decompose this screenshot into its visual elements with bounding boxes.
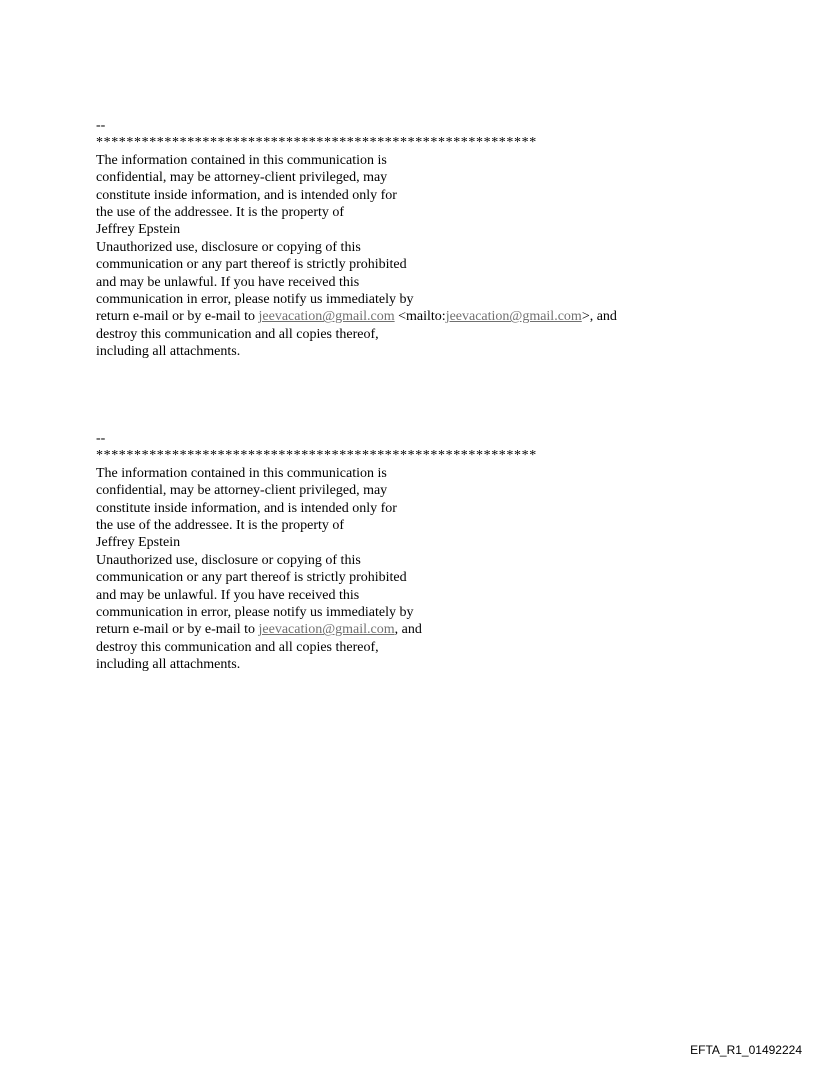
email-line-suffix: , and [394,622,422,638]
mailto-open: <mailto: [394,309,446,325]
notice-line: constitute inside information, and is intended only for [96,187,397,203]
notice-line: the use of the addressee. It is the property of [96,205,345,221]
notice-line: Unauthorized use, disclosure or copying of this [96,552,361,568]
notice-line: Unauthorized use, disclosure or copying of this [96,239,361,255]
notice-line: communication in error, please notify us immediately by [96,292,414,308]
email-line [96,308,796,325]
notice-line: the use of the addressee. It is the property of [96,518,345,534]
notice-line: destroy this communication and all copies thereof, [96,639,379,655]
notice-line: Jeffrey Epstein [96,535,181,551]
email-line-prefix: return e-mail or by e-mail to [96,309,259,325]
notice-line: The information contained in this communication is [96,152,387,168]
notice-line: communication or any part thereof is strictly prohibited [96,257,407,273]
asterisk-divider: ********************************************************** [96,448,537,464]
email-line-suffix: >, and [581,309,617,325]
confidentiality-notice-2 [96,430,796,674]
notice-line: confidential, may be attorney-client privileged, may [96,483,388,499]
notice-line: and may be unlawful. If you have received this [96,587,360,603]
email-link[interactable]: jeevacation@gmail.com [258,622,395,638]
email-link[interactable]: jeevacation@gmail.com [258,309,395,325]
signature-separator: -- [96,431,106,446]
notice-line: destroy this communication and all copies thereof, [96,326,379,342]
mailto-email-link[interactable]: jeevacation@gmail.com [445,309,582,325]
notice-line: constitute inside information, and is intended only for [96,500,397,516]
email-line-prefix: return e-mail or by e-mail to [96,622,259,638]
notice-line: including all attachments. [96,344,241,360]
email-line [96,621,796,638]
notice-line: communication or any part thereof is strictly prohibited [96,570,407,586]
notice-line: Jeffrey Epstein [96,222,181,238]
asterisk-divider: ********************************************************** [96,135,537,151]
notice-line: The information contained in this communication is [96,465,387,481]
confidentiality-notice-1 [96,117,796,361]
signature-separator: -- [96,118,106,133]
notice-line: and may be unlawful. If you have received this [96,274,360,290]
notice-line: including all attachments. [96,657,241,673]
document-id: EFTA_R1_01492224 [690,1043,802,1057]
notice-line: confidential, may be attorney-client privileged, may [96,170,388,186]
notice-line: communication in error, please notify us immediately by [96,605,414,621]
